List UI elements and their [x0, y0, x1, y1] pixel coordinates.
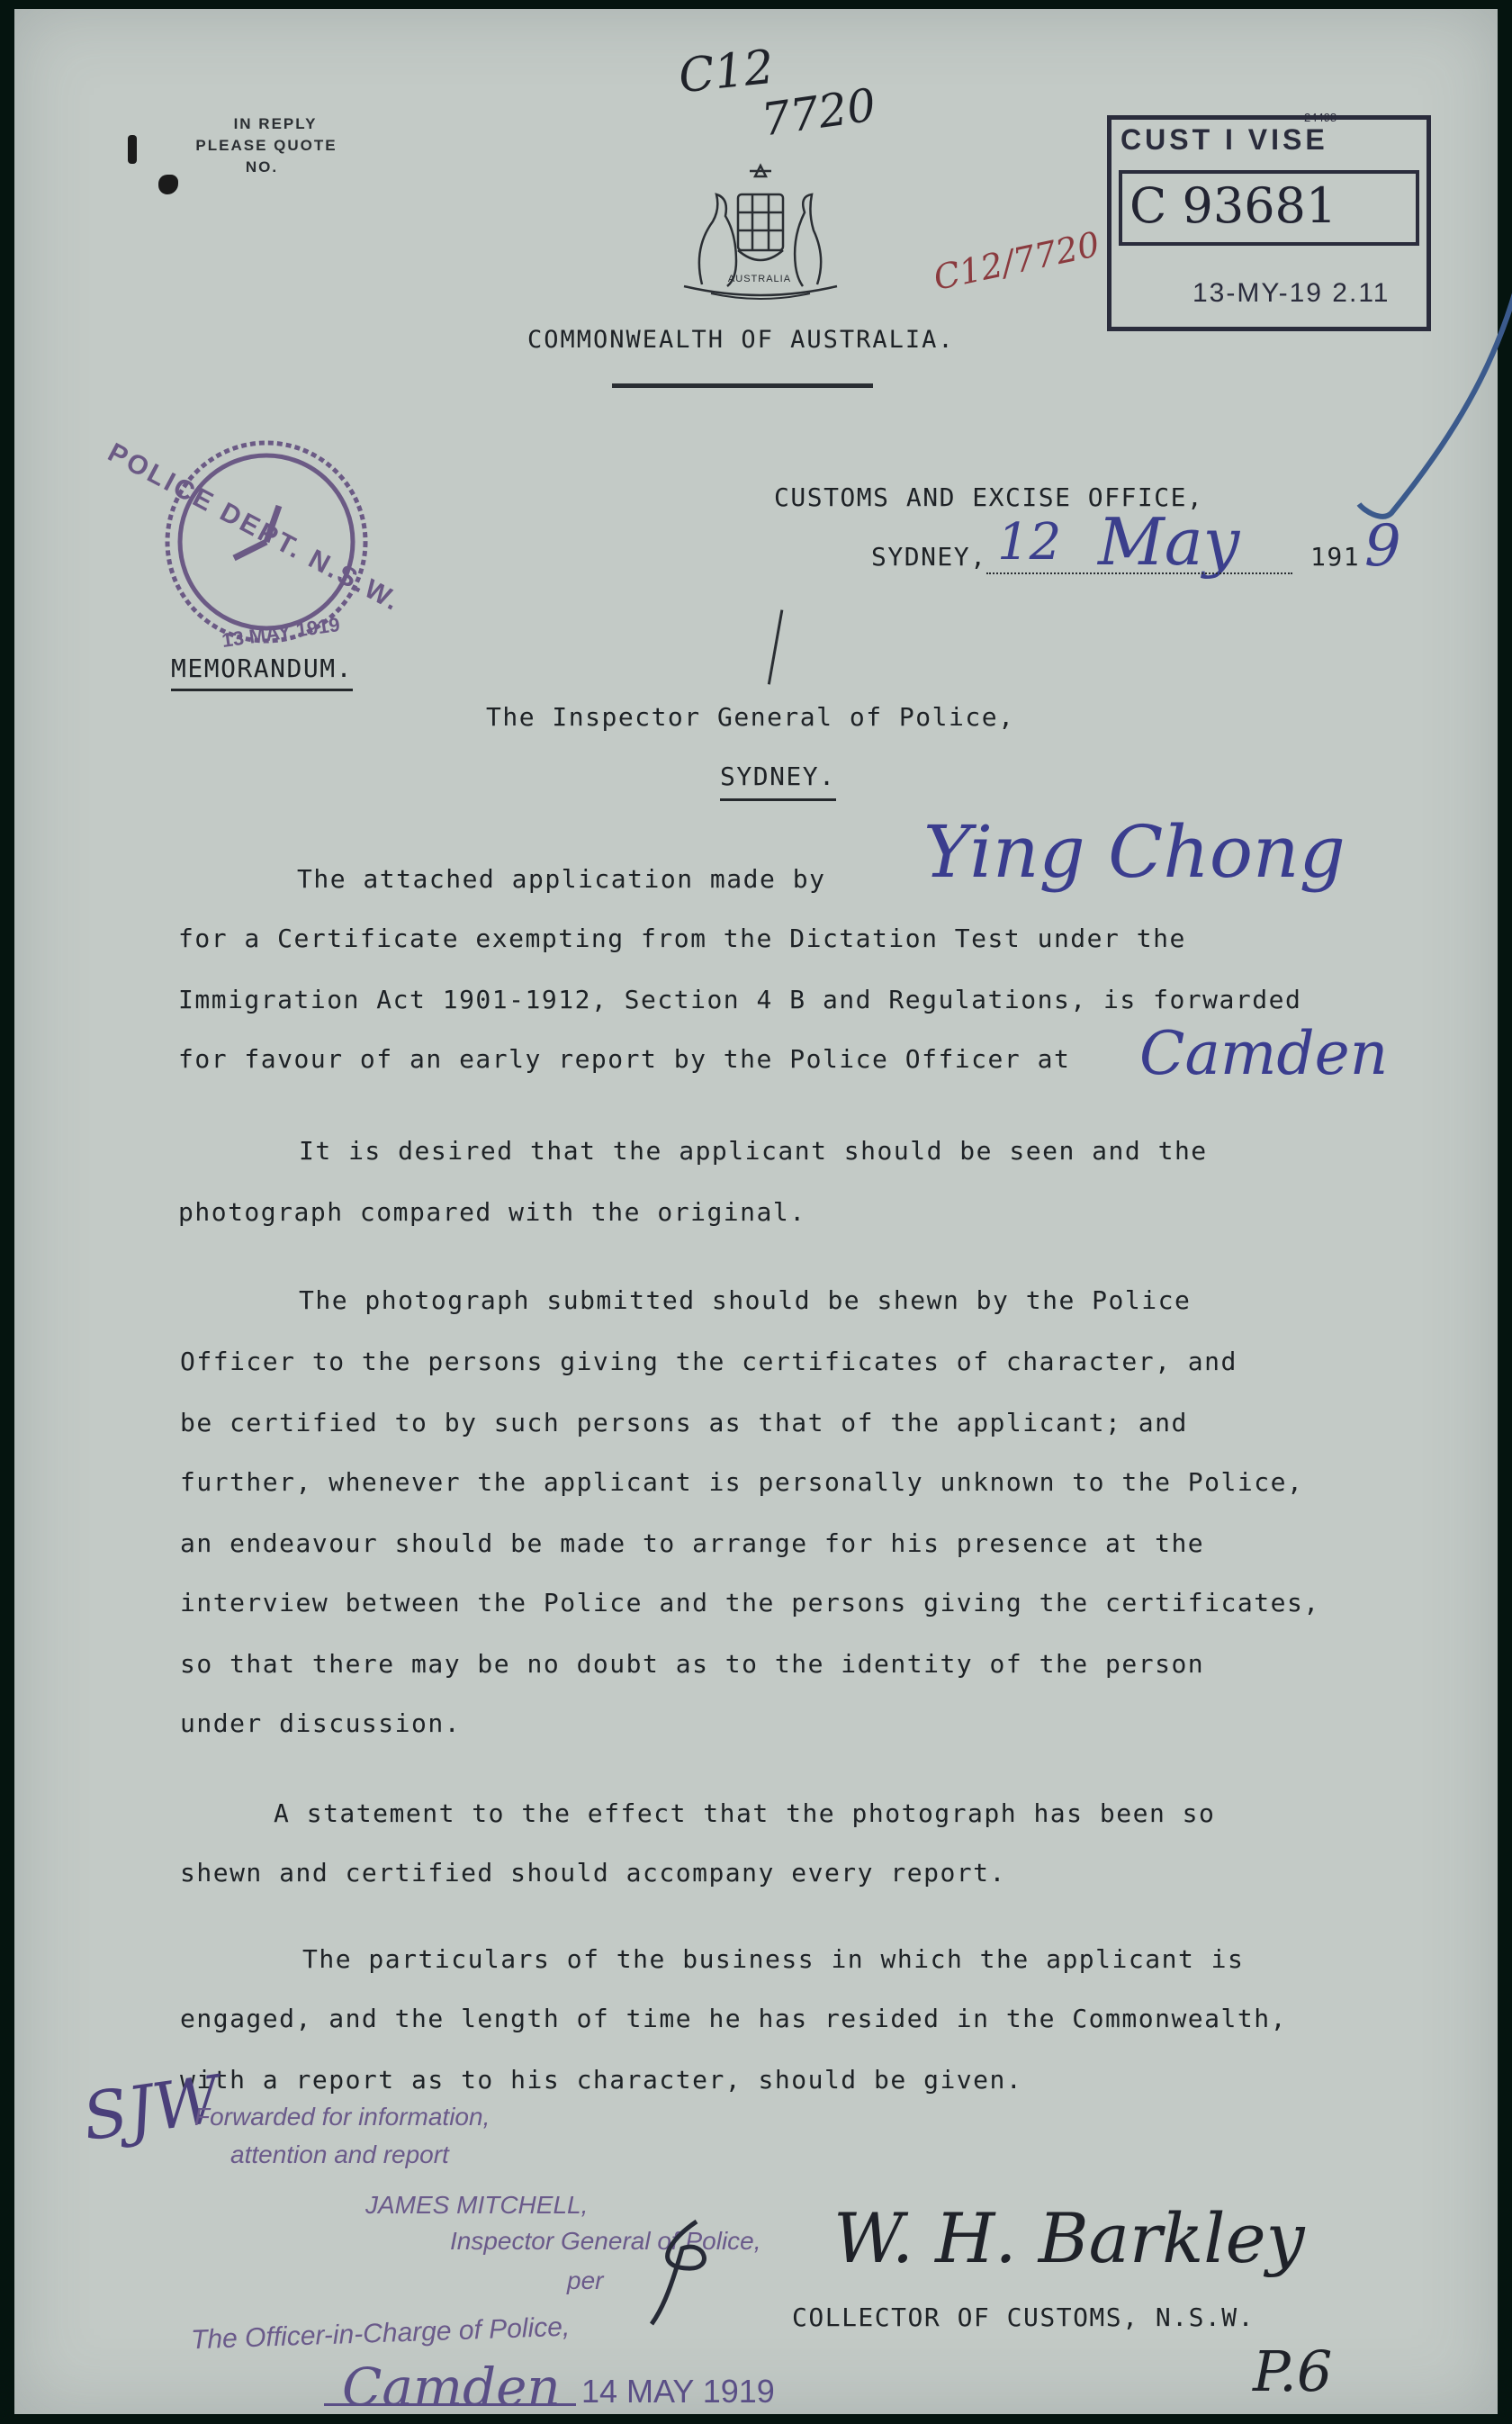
applicant-name-hand: Ying Chong	[923, 810, 1346, 894]
ink-blot	[158, 175, 178, 194]
p3-line-2: Officer to the persons giving the certificates of character, and	[180, 1347, 1238, 1376]
p1-line-3: Immigration Act 1901-1912, Section 4 B and Regulations, is forwarded	[178, 985, 1302, 1014]
office-line-1: CUSTOMS AND EXCISE OFFICE,	[774, 482, 1204, 512]
p5-line-3: with a report as to his character, should be given.	[180, 2065, 1023, 2095]
collector-label: COLLECTOR OF CUSTOMS, N.S.W.	[792, 2302, 1256, 2332]
office-year-printed: 191	[1310, 542, 1361, 572]
p2-line-1: It is desired that the applicant should be seen and the	[299, 1136, 1208, 1166]
date-month-hand: May	[1098, 504, 1240, 580]
per-signature-icon	[634, 2212, 724, 2329]
memorandum-label: MEMORANDUM.	[171, 653, 353, 691]
forward-line-1: Forwarded for information,	[194, 2103, 490, 2131]
forward-name: JAMES MITCHELL,	[365, 2191, 589, 2219]
addressee-line-2: SYDNEY.	[720, 761, 836, 801]
p3-line-1: The photograph submitted should be shewn by the Police	[299, 1285, 1192, 1315]
reply-block	[185, 113, 365, 178]
p4-line-2: shewn and certified should accompany every report.	[180, 1858, 1006, 1888]
tick-mark	[768, 609, 794, 686]
document-page	[14, 9, 1498, 2418]
reply-line-3: NO.	[245, 158, 279, 176]
forward-title: Inspector General of Police,	[450, 2227, 761, 2255]
margin-note: C12/7720	[930, 224, 1103, 298]
reply-line-1: IN REPLY	[233, 115, 318, 132]
forward-place-rule	[324, 2403, 576, 2406]
p3-line-8: under discussion.	[180, 1708, 462, 1738]
p4-line-1: A statement to the effect that the photograph has been so	[274, 1798, 1216, 1828]
check-mark-icon	[1337, 198, 1512, 540]
p3-line-4: further, whenever the applicant is personally unknown to the Police,	[180, 1467, 1304, 1497]
p1-line-1: The attached application made by	[297, 864, 826, 894]
date-dotted-rule	[986, 572, 1292, 574]
commonwealth-header: COMMONWEALTH OF AUSTRALIA.	[527, 326, 955, 354]
forward-officer: The Officer-in-Charge of Police,	[190, 2311, 571, 2356]
coat-of-arms-label: AUSTRALIA	[727, 274, 792, 284]
place-hand: Camden	[1139, 1019, 1389, 1088]
office-sydney-prefix: SYDNEY,	[871, 542, 987, 572]
coat-of-arms	[648, 158, 873, 302]
forward-per: per	[567, 2266, 604, 2294]
check-mark	[1337, 198, 1512, 540]
initials-hand: SJW	[77, 2060, 225, 2156]
ink-blot	[128, 135, 137, 164]
office-year-hand: 9	[1364, 513, 1401, 580]
p1-line-2: for a Certificate exempting from the Dictation Test under the	[178, 924, 1186, 953]
p3-line-3: be certified to by such persons as that of the applicant; and	[180, 1408, 1188, 1437]
header-rule	[612, 383, 873, 388]
p3-line-5: an endeavour should be made to arrange for his presence at the	[180, 1528, 1205, 1558]
receipt-stamp-top: CUST I VISE	[1120, 123, 1328, 156]
forward-line-2: attention and report	[230, 2140, 449, 2168]
date-day-hand: 12	[997, 513, 1062, 572]
forward-date: 14 MAY 1919	[581, 2373, 775, 2410]
receipt-stamp-date: 13-MY-19 2.11	[1192, 278, 1390, 308]
police-stamp-ring-text: POLICE DEPT. N.S.W.	[103, 437, 407, 617]
receipt-stamp-number: C 93681	[1130, 177, 1337, 234]
per-signature	[634, 2212, 724, 2329]
receipt-stamp-small-no: 24498	[1304, 111, 1337, 124]
forward-place-hand: Camden	[342, 2356, 561, 2418]
file-ref-top: C12	[676, 40, 777, 104]
p3-line-6: interview between the Police and the persons giving the certificates,	[180, 1588, 1320, 1618]
p1-line-4: for favour of an early report by the Police Officer at	[178, 1044, 1071, 1074]
reply-line-2: PLEASE QUOTE	[195, 137, 338, 154]
addressee-line-1: The Inspector General of Police,	[486, 702, 1015, 732]
police-stamp	[99, 398, 423, 668]
police-stamp-date: 13 MAY 1919	[220, 612, 342, 653]
p2-line-2: photograph compared with the original.	[178, 1197, 806, 1227]
page-mark: P.6	[1253, 2338, 1333, 2404]
signature-hand: W. H. Barkley	[833, 2198, 1305, 2278]
p3-line-7: so that there may be no doubt as to the identity of the person	[180, 1649, 1205, 1679]
file-ref-bottom: 7720	[758, 78, 879, 147]
p5-line-1: The particulars of the business in which the applicant is	[302, 1944, 1245, 1974]
p5-line-2: engaged, and the length of time he has resided in the Commonwealth,	[180, 2004, 1287, 2033]
